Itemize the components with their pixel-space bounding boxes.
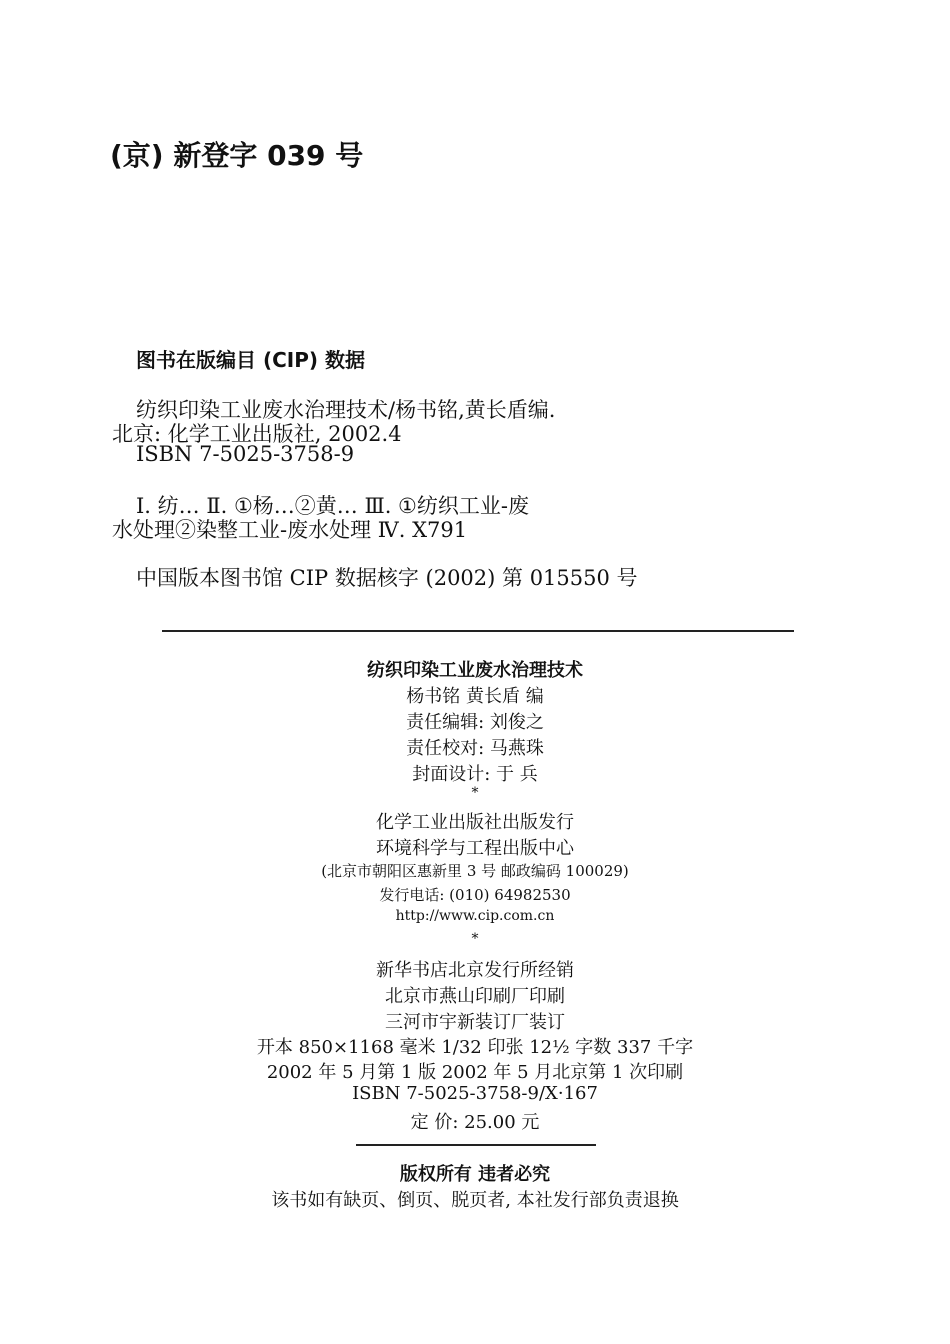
colophon-editor: 责任编辑: 刘俊之 [406, 712, 544, 733]
colophon-title: 纺织印染工业废水治理技术 [367, 660, 583, 681]
colophon-top-rule [162, 630, 794, 632]
colophon-isbn: ISBN 7-5025-3758-9/X·167 [352, 1083, 598, 1104]
colophon-bottom-rule [356, 1144, 596, 1146]
colophon-printer: 北京市燕山印刷厂印刷 [385, 986, 565, 1007]
colophon-publishing-center: 环境科学与工程出版中心 [376, 838, 574, 859]
cip-title-line: 纺织印染工业废水治理技术/杨书铭,黄长盾编. [136, 398, 556, 422]
colophon-publisher: 化学工业出版社出版发行 [376, 812, 574, 833]
cip-publisher-line: 北京: 化学工业出版社, 2002.4 [112, 422, 402, 446]
cip-heading: 图书在版编目 (CIP) 数据 [136, 348, 365, 372]
colophon-edition: 2002 年 5 月第 1 版 2002 年 5 月北京第 1 次印刷 [266, 1062, 684, 1083]
return-policy-notice: 该书如有缺页、倒页、脱页者, 本社发行部负责退换 [271, 1190, 679, 1211]
colophon-binder: 三河市宇新装订厂装订 [385, 1012, 565, 1033]
cip-isbn-line: ISBN 7-5025-3758-9 [136, 442, 355, 466]
colophon-price: 定 价: 25.00 元 [410, 1112, 540, 1133]
colophon-proofreader: 责任校对: 马燕珠 [406, 738, 544, 759]
colophon-cover-design: 封面设计: 于 兵 [412, 764, 538, 785]
colophon-url: http://www.cip.com.cn [395, 908, 555, 924]
cip-subject-line-2: 水处理②染整工业-废水处理 Ⅳ. X791 [112, 518, 468, 542]
colophon-format: 开本 850×1168 毫米 1/32 印张 12½ 字数 337 千字 [256, 1037, 694, 1058]
colophon-distributor: 新华书店北京发行所经销 [376, 960, 574, 981]
colophon-separator: * [471, 931, 479, 947]
colophon-phone: 发行电话: (010) 64982530 [379, 886, 571, 904]
colophon-authors: 杨书铭 黄长盾 编 [406, 686, 544, 707]
registration-number: (京) 新登字 039 号 [110, 139, 364, 172]
copyright-notice: 版权所有 违者必究 [399, 1164, 551, 1185]
colophon-address: (北京市朝阳区惠新里 3 号 邮政编码 100029) [321, 862, 629, 880]
cip-record-number: 中国版本图书馆 CIP 数据核字 (2002) 第 015550 号 [136, 566, 638, 590]
colophon-separator: * [471, 785, 479, 801]
cip-subject-line-1: Ⅰ. 纺… Ⅱ. ①杨…②黄… Ⅲ. ①纺织工业-废 [136, 494, 529, 518]
